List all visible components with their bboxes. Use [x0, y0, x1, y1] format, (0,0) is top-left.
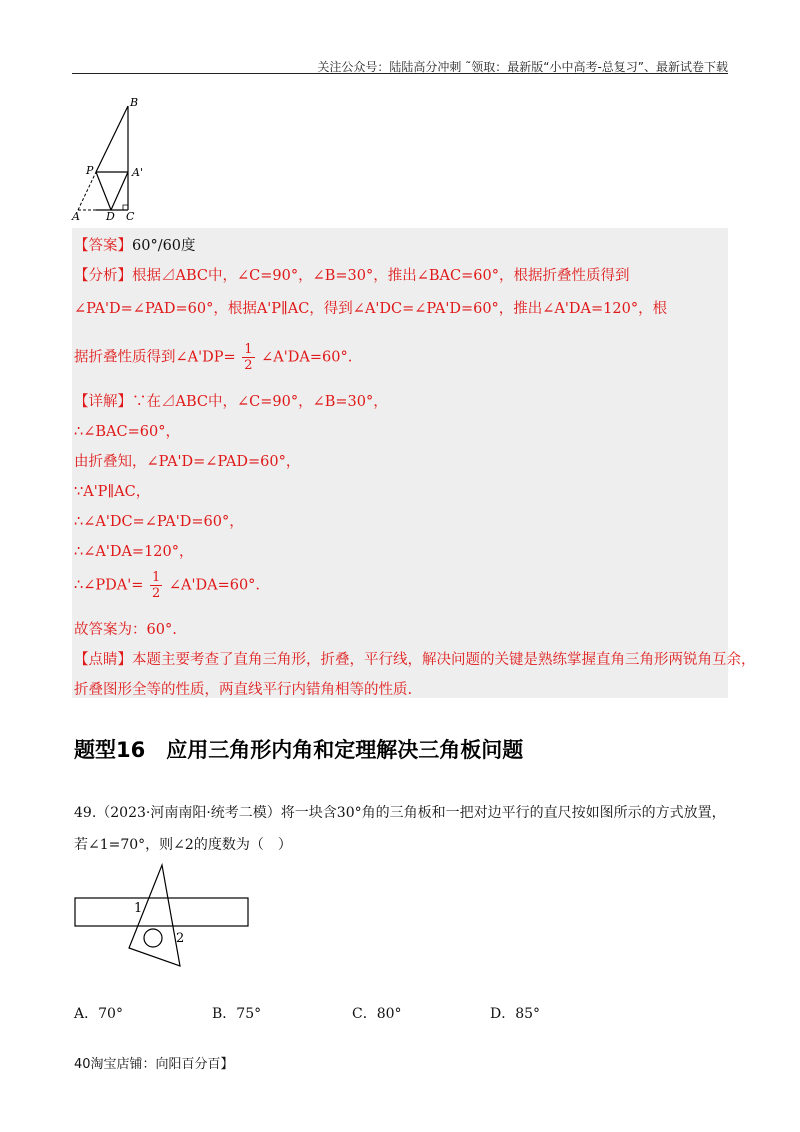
- fraction-numerator: 1: [151, 570, 161, 585]
- edge-a-prime-d: [111, 172, 128, 210]
- edge-pd: [96, 172, 111, 210]
- analysis-tag: 【分析】: [74, 268, 132, 284]
- header-divider: [72, 73, 728, 74]
- analysis-line-2: ∠PA'D=∠PAD=60°，根据A'P∥AC，得到∠A'DC=∠PA'D=60°，推出∠A'DA=120°，根: [74, 301, 668, 317]
- detail-line-5: ∴∠A'DC=∠PA'D=60°，: [74, 514, 244, 530]
- answer-value: 60°/60度: [132, 238, 196, 254]
- analysis-fraction: [242, 342, 254, 373]
- analysis-line-3: [74, 342, 352, 373]
- option-d[interactable]: [490, 1003, 540, 1023]
- option-a-letter: A．: [74, 1006, 99, 1022]
- fraction-denominator: 2: [244, 358, 253, 373]
- comment-line-1: [74, 648, 756, 669]
- option-d-letter: D．: [490, 1006, 516, 1022]
- label-c: C: [126, 210, 135, 223]
- option-d-value: 85°: [515, 1006, 541, 1022]
- set-square-hole: [144, 929, 162, 947]
- edge-pb: [96, 106, 128, 172]
- detail-line-2: ∴∠BAC=60°，: [74, 424, 180, 440]
- answer-line: [74, 234, 196, 255]
- detail-line-8: 故答案为：60°.: [74, 622, 177, 638]
- option-b-letter: B．: [212, 1006, 237, 1022]
- answer-tag: 【答案】: [74, 238, 132, 254]
- analysis-line-1: [74, 264, 629, 285]
- option-a-value: 70°: [98, 1006, 123, 1022]
- label-a-prime: A': [132, 166, 143, 179]
- option-b[interactable]: [212, 1003, 261, 1023]
- detail-line-7: [74, 570, 260, 601]
- option-b-value: 75°: [236, 1006, 262, 1022]
- fraction-numerator: 1: [244, 342, 253, 357]
- edge-ap-dashed: [78, 172, 96, 210]
- label-a: A: [72, 210, 80, 223]
- question-line-1: 49.（2023·河南南阳·统考二模）将一块含30°角的三角板和一把对边平行的直尺按如图所示的方式放置，: [74, 805, 726, 821]
- option-a[interactable]: [74, 1003, 123, 1023]
- detail-line-1: [74, 390, 388, 411]
- label-p: P: [86, 164, 94, 177]
- detail-fraction: [150, 570, 162, 601]
- comment-tag: 【点睛】: [74, 652, 132, 668]
- label-d: D: [106, 210, 115, 223]
- ruler-triangle-figure: [72, 862, 252, 972]
- fraction-denominator: 2: [151, 586, 161, 601]
- detail-tag: 【详解】: [74, 394, 132, 410]
- section-title: 题型16 应用三角形内角和定理解决三角板问题: [74, 738, 524, 762]
- page-header: 关注公众号：陆陆高分冲刺 ˜领取：最新版“小中高考-总复习”、最新试卷下载: [317, 60, 728, 74]
- detail-line-6: ∴∠A'DA=120°，: [74, 544, 194, 560]
- detail-line-4: ∵A'P∥AC，: [74, 484, 151, 500]
- comment-line-2: 折叠图形全等的性质，两直线平行内错角相等的性质.: [74, 682, 413, 698]
- detail-text-7b: ∠A'DA=60°.: [168, 577, 261, 594]
- label-b: B: [130, 96, 139, 109]
- ruler: [75, 898, 248, 926]
- analysis-text-1: 根据⊿ABC中，∠C=90°，∠B=30°，推出∠BAC=60°，根据折叠性质得到: [132, 268, 630, 284]
- comment-text-1: 本题主要考查了直角三角形，折叠，平行线，解决问题的关键是熟练掌握直角三角形两锐角互余，: [132, 652, 756, 668]
- angle-2-label: 2: [176, 931, 185, 946]
- question-line-2: 若∠1=70°，则∠2的度数为（ ）: [74, 837, 292, 853]
- detail-line-3: 由折叠知，∠PA'D=∠PAD=60°，: [74, 454, 301, 470]
- detail-text-1: ∵在⊿ABC中，∠C=90°，∠B=30°，: [132, 394, 388, 410]
- page-footer: 40淘宝店铺：向阳百分百】: [74, 1057, 234, 1072]
- analysis-text-3a: 据折叠性质得到∠A'DP=: [74, 349, 236, 366]
- angle-1-label: 1: [134, 901, 143, 916]
- option-c-value: 80°: [376, 1006, 402, 1022]
- analysis-text-3b: ∠A'DA=60°.: [261, 349, 353, 366]
- detail-text-7a: ∴∠PDA'=: [74, 577, 144, 594]
- option-c[interactable]: [352, 1003, 402, 1023]
- option-c-letter: C．: [352, 1006, 377, 1022]
- triangle-fold-figure: [66, 92, 156, 224]
